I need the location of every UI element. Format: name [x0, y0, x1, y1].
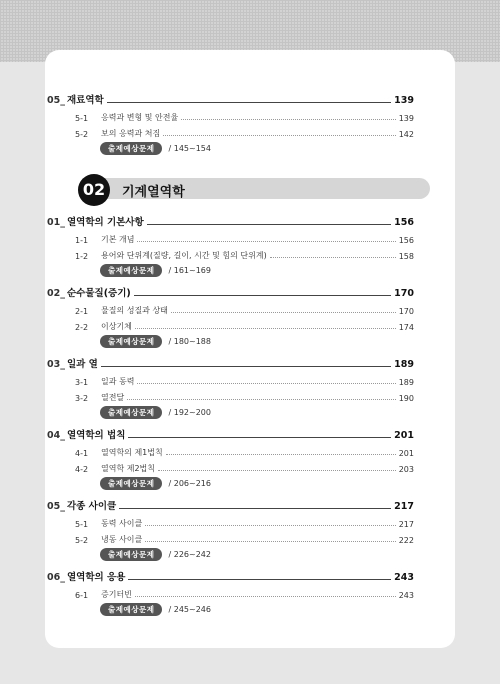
dot-leader — [137, 241, 395, 242]
problems-range: / 180~188 — [168, 337, 211, 346]
dot-leader — [145, 541, 396, 542]
toc-subsection-line[interactable] — [47, 374, 414, 387]
dot-leader — [166, 454, 396, 455]
subsection-number: 1-2 — [75, 252, 89, 261]
toc-section-entry — [47, 356, 414, 419]
problems-row[interactable] — [47, 335, 414, 348]
problems-badge: 출제예상문제 — [100, 603, 162, 616]
dot-leader — [171, 312, 396, 313]
section-title: 열역학의 법칙 — [67, 430, 126, 441]
subsection-page: 243 — [398, 591, 414, 600]
toc-subsection-line[interactable] — [47, 319, 414, 332]
toc-subsection-line[interactable] — [47, 516, 414, 529]
leader-line — [128, 437, 391, 438]
section-title: 열역학의 기본사항 — [67, 217, 144, 228]
section-title: 열역학의 응용 — [67, 572, 126, 583]
problems-row[interactable] — [47, 548, 414, 561]
problems-badge: 출제예상문제 — [100, 264, 162, 277]
section-number: 05_ — [47, 95, 65, 106]
dot-leader — [145, 525, 396, 526]
toc-section-entry — [47, 498, 414, 561]
problems-row[interactable] — [47, 142, 414, 155]
toc-section-entry — [47, 92, 414, 155]
dot-leader — [158, 470, 396, 471]
subsection-title: 냉동 사이클 — [101, 535, 143, 544]
toc-section-entry — [47, 214, 414, 277]
dot-leader — [270, 257, 396, 258]
toc-section-entry — [47, 427, 414, 490]
subsection-title: 일과 동력 — [101, 377, 135, 386]
dot-leader — [135, 596, 396, 597]
toc-subsection-line[interactable] — [47, 587, 414, 600]
toc-subsection-line[interactable] — [47, 532, 414, 545]
subsection-title: 용어와 단위계(질량, 길이, 시간 및 힘의 단위계) — [101, 251, 267, 260]
section-number: 02_ — [47, 288, 65, 299]
problems-row[interactable] — [47, 406, 414, 419]
chapter-heading — [78, 176, 428, 198]
subsection-number: 1-1 — [75, 236, 89, 245]
toc-subsection-line[interactable] — [47, 390, 414, 403]
toc-subsection-line[interactable] — [47, 461, 414, 474]
chapter-sections — [47, 214, 414, 616]
problems-badge: 출제예상문제 — [100, 548, 162, 561]
subsection-number: 4-1 — [75, 449, 89, 458]
subsection-page: 189 — [398, 378, 414, 387]
chapter-number-badge: 02 — [78, 174, 110, 206]
section-title: 재료역학 — [67, 95, 104, 106]
section-number: 03_ — [47, 359, 65, 370]
problems-range: / 192~200 — [168, 408, 211, 417]
section-page: 217 — [394, 501, 414, 512]
problems-row[interactable] — [47, 603, 414, 616]
section-number: 05_ — [47, 501, 65, 512]
subsection-title: 동력 사이클 — [101, 519, 143, 528]
toc-section-line[interactable] — [47, 285, 414, 300]
toc-subsection-line[interactable] — [47, 126, 414, 139]
section-page: 170 — [394, 288, 414, 299]
subsection-page: 139 — [398, 114, 414, 123]
section-page: 201 — [394, 430, 414, 441]
subsection-page: 174 — [398, 323, 414, 332]
subsection-number: 5-1 — [75, 114, 89, 123]
subsection-title: 이상기체 — [101, 322, 132, 331]
subsection-number: 3-2 — [75, 394, 89, 403]
problems-badge: 출제예상문제 — [100, 335, 162, 348]
problems-range: / 226~242 — [168, 550, 211, 559]
section-title: 일과 열 — [67, 359, 98, 370]
subsection-page: 156 — [398, 236, 414, 245]
subsection-title: 물질의 성질과 상태 — [101, 306, 168, 315]
toc-subsection-line[interactable] — [47, 232, 414, 245]
problems-range: / 145~154 — [168, 144, 211, 153]
toc-section-line[interactable] — [47, 569, 414, 584]
subsection-title: 열역학의 제1법칙 — [101, 448, 163, 457]
section-page: 243 — [394, 572, 414, 583]
subsection-page: 203 — [398, 465, 414, 474]
subsection-number: 2-2 — [75, 323, 89, 332]
section-page: 139 — [394, 95, 414, 106]
subsection-page: 222 — [398, 536, 414, 545]
dot-leader — [127, 399, 396, 400]
toc-section-line[interactable] — [47, 498, 414, 513]
subsection-number: 5-2 — [75, 536, 89, 545]
section-number: 06_ — [47, 572, 65, 583]
dot-leader — [135, 328, 396, 329]
subsection-title: 보의 응력과 처짐 — [101, 129, 161, 138]
dot-leader — [137, 383, 395, 384]
leader-line — [128, 579, 391, 580]
toc-section-line[interactable] — [47, 356, 414, 371]
subsection-number: 5-2 — [75, 130, 89, 139]
toc-subsection-line[interactable] — [47, 110, 414, 123]
section-number: 04_ — [47, 430, 65, 441]
subsection-number: 6-1 — [75, 591, 89, 600]
subsection-page: 142 — [398, 130, 414, 139]
chapter-title: 기계열역학 — [122, 185, 185, 200]
problems-range: / 206~216 — [168, 479, 211, 488]
problems-range: / 245~246 — [168, 605, 211, 614]
subsection-title: 열역학 제2법칙 — [101, 464, 156, 473]
leader-line — [147, 224, 391, 225]
subsection-title: 증기터빈 — [101, 590, 132, 599]
section-title: 순수물질(증기) — [67, 288, 131, 299]
problems-badge: 출제예상문제 — [100, 477, 162, 490]
section-number: 01_ — [47, 217, 65, 228]
section-title: 각종 사이클 — [67, 501, 117, 512]
subsection-page: 217 — [398, 520, 414, 529]
subsection-page: 201 — [398, 449, 414, 458]
problems-row[interactable] — [47, 264, 414, 277]
subsection-title: 응력과 변형 및 안전율 — [101, 113, 179, 122]
toc-section-line[interactable] — [47, 214, 414, 229]
toc-subsection-line[interactable] — [47, 248, 414, 261]
problems-badge: 출제예상문제 — [100, 406, 162, 419]
prev-chapter-sections — [47, 92, 414, 155]
subsection-title: 기본 개념 — [101, 235, 135, 244]
leader-line — [101, 366, 391, 367]
subsection-page: 170 — [398, 307, 414, 316]
toc-section-entry — [47, 285, 414, 348]
leader-line — [119, 508, 391, 509]
problems-row[interactable] — [47, 477, 414, 490]
subsection-number: 5-1 — [75, 520, 89, 529]
problems-badge: 출제예상문제 — [100, 142, 162, 155]
toc-section-line[interactable] — [47, 427, 414, 442]
subsection-title: 열전달 — [101, 393, 125, 402]
problems-range: / 161~169 — [168, 266, 211, 275]
leader-line — [134, 295, 391, 296]
subsection-page: 190 — [398, 394, 414, 403]
subsection-number: 3-1 — [75, 378, 89, 387]
section-page: 189 — [394, 359, 414, 370]
toc-section-entry — [47, 569, 414, 616]
dot-leader — [163, 135, 396, 136]
toc-subsection-line[interactable] — [47, 445, 414, 458]
leader-line — [107, 102, 391, 103]
dot-leader — [181, 119, 396, 120]
toc-section-line[interactable] — [47, 92, 414, 107]
toc-subsection-line[interactable] — [47, 303, 414, 316]
subsection-number: 4-2 — [75, 465, 89, 474]
section-page: 156 — [394, 217, 414, 228]
subsection-page: 158 — [398, 252, 414, 261]
subsection-number: 2-1 — [75, 307, 89, 316]
